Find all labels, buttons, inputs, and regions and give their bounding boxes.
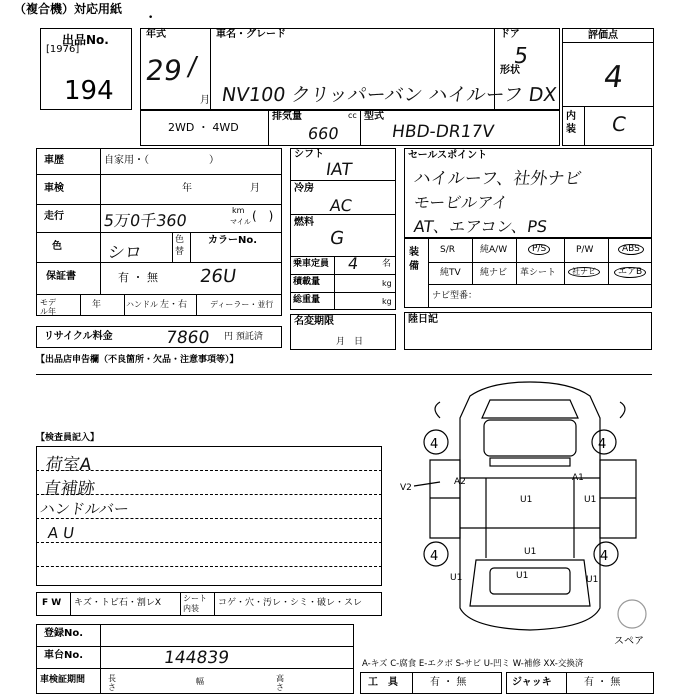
model-value: HBD-DR17V xyxy=(390,122,496,142)
width-label: 幅 xyxy=(196,677,204,686)
tools-options: 有 ・ 無 xyxy=(430,677,467,688)
equip-tv: 純TV xyxy=(440,268,461,278)
displacement-value: 660 xyxy=(306,124,340,143)
color-change: 色替 xyxy=(175,235,185,257)
damage-u1-b: U1 xyxy=(584,495,597,505)
spare-label: スペア xyxy=(614,636,644,647)
damage-u1-a: U1 xyxy=(520,495,533,505)
name-value: NV100 クリッパーバン ハイルーフ DX xyxy=(220,84,558,106)
legend-seat: シート内装 xyxy=(183,594,207,613)
history-label: 車歴 xyxy=(44,155,64,166)
model-label: 型式 xyxy=(364,111,384,122)
chassis-value: 144839 xyxy=(162,648,231,668)
color-no-label: カラーNo. xyxy=(208,235,258,246)
sales-line2: モービルアイ xyxy=(412,193,510,212)
score-value: 4 xyxy=(601,60,626,95)
navi-model-label: ナビ型番： xyxy=(432,291,478,301)
load-label: 積載量 xyxy=(293,277,321,287)
mileage-label: 走行 xyxy=(44,211,64,222)
year-label: 年式 xyxy=(146,29,166,40)
inspection-month: 月 xyxy=(250,183,260,194)
year-value: 29 xyxy=(143,54,184,87)
recycle-unit: 円 預託済 xyxy=(224,332,263,342)
model-year-label: モデル年 xyxy=(40,298,56,316)
year-slash: / xyxy=(185,52,199,82)
damage-v2: V2 xyxy=(400,483,412,493)
handle-label: ハンドル xyxy=(126,300,158,309)
inspector-line3: ハンドルバー xyxy=(38,500,131,518)
handle-options: 左・右 xyxy=(160,300,188,310)
inspection-year: 年 xyxy=(182,183,192,194)
interior-label: 内装 xyxy=(566,111,576,135)
fuel-label: 燃料 xyxy=(294,217,314,228)
shift-label: シフト xyxy=(294,149,324,160)
lot-id: [1976] xyxy=(46,44,80,55)
inspector-line1: 荷室A xyxy=(44,455,93,475)
damage-a1: A1 xyxy=(572,473,584,483)
equip-ps: P/S xyxy=(528,244,550,255)
length-label: 長さ xyxy=(108,674,116,692)
height-label: 高さ xyxy=(276,674,284,692)
code-legend: A-キズ C-腐食 E-エクボ S-サビ U-凹ミ W-補修 XX-交換済 xyxy=(362,659,584,669)
tools-label: 工 具 xyxy=(368,677,398,688)
capacity-label: 乗車定員 xyxy=(293,259,330,269)
sales-line1: ハイルーフ、社外ナビ xyxy=(412,169,583,189)
ac-value: AC xyxy=(328,196,354,215)
notes-header: 【出品店申告欄（不良箇所・欠品・注意事項等）】 xyxy=(36,355,239,365)
damage-u1-f: U1 xyxy=(516,571,529,581)
inspector-line2: 直補跡 xyxy=(42,479,97,499)
tire-mark-rr: 4 xyxy=(600,549,609,564)
rereg-label: 名変期限 xyxy=(294,316,334,327)
equip-abs: ABS xyxy=(618,244,644,255)
door-value: 5 xyxy=(512,44,530,69)
equip-aftermarket-navi: 社ナビ xyxy=(568,267,600,277)
model-year-unit: 年 xyxy=(92,300,102,310)
tire-mark-fl: 4 xyxy=(430,437,439,452)
damage-a2: A2 xyxy=(454,477,466,487)
car-diagram xyxy=(400,378,670,648)
shape-label: 形状 xyxy=(500,65,520,76)
rereg-unit: 月 日 xyxy=(336,337,364,347)
arrival-label: 陸日記 xyxy=(408,314,438,325)
damage-u1-e: U1 xyxy=(586,575,599,585)
jack-options: 有 ・ 無 xyxy=(584,677,621,688)
load-unit: kg xyxy=(382,279,392,288)
legend-items: キズ・トビ石・割レX xyxy=(74,598,161,608)
legend-fw: F W xyxy=(42,598,62,608)
form-title: （複合機）対応用紙 xyxy=(14,2,123,16)
dealer-label: ディーラー・並行 xyxy=(210,300,274,309)
capacity-unit: 名 xyxy=(382,259,392,269)
equip-navi: 純ナビ xyxy=(480,268,508,278)
damage-u1-d: U1 xyxy=(450,573,463,583)
jack-label: ジャッキ xyxy=(512,677,552,688)
reg-label: 登録No. xyxy=(44,628,84,639)
ac-label: 冷房 xyxy=(294,183,314,194)
door-label: ドア xyxy=(500,29,520,40)
tire-mark-rl: 4 xyxy=(430,549,439,564)
color-value: シロ xyxy=(106,243,144,263)
history-text: 自家用・（ ） xyxy=(104,155,219,166)
color-label: 色 xyxy=(52,241,62,252)
weight-unit: kg xyxy=(382,297,392,306)
score-label: 評価点 xyxy=(588,30,618,41)
equip-leather: 革シート xyxy=(520,268,557,278)
inspector-header: 【検査員記入】 xyxy=(36,433,100,443)
equip-airbag: エアB xyxy=(614,267,646,278)
legend-items2: コゲ・穴・汚レ・シミ・破レ・スレ xyxy=(218,598,363,608)
equip-aw: 純A/W xyxy=(480,245,508,255)
recycle-value: 7860 xyxy=(164,328,211,348)
equip-pw: P/W xyxy=(576,245,594,255)
displacement-label: 排気量 xyxy=(272,111,302,122)
arrival-box xyxy=(404,312,652,350)
equip-sr: S/R xyxy=(440,245,455,255)
mileage-km: km xyxy=(232,206,245,215)
fuel-value: G xyxy=(328,228,346,249)
chassis-label: 車台No. xyxy=(44,650,84,661)
equipment-label: 装備 xyxy=(409,247,419,272)
inspector-line4: A U xyxy=(46,524,76,542)
mark-dot: • xyxy=(148,13,154,23)
drive-options: 2WD ・ 4WD xyxy=(168,121,239,134)
mileage-mile: マイル xyxy=(230,218,251,226)
capacity-value: 4 xyxy=(346,254,360,273)
tire-mark-fr: 4 xyxy=(598,437,607,452)
lot-label: 出品No. xyxy=(62,33,109,47)
sales-line3: AT、エアコン、PS xyxy=(412,217,549,236)
warranty-label: 保証書 xyxy=(46,271,76,282)
mileage-value: 5万0千360 xyxy=(102,211,189,230)
damage-u1-c: U1 xyxy=(524,547,537,557)
interior-value: C xyxy=(610,112,628,136)
inspection-label: 車検 xyxy=(44,183,64,194)
sales-label: セールスポイント xyxy=(408,150,488,161)
shift-value: IAT xyxy=(324,160,354,180)
warranty-options: 有 ・ 無 xyxy=(118,271,158,284)
cc-unit: cc xyxy=(348,111,357,120)
recycle-label: リサイクル料金 xyxy=(44,331,113,342)
mileage-paren: ( ) xyxy=(252,209,274,223)
name-label: 車名・グレード xyxy=(216,29,286,40)
lot-number: 194 xyxy=(64,76,114,106)
weight-label: 総重量 xyxy=(293,295,321,305)
cert-label: 車検証期間 xyxy=(40,675,86,685)
color-no-value: 26U xyxy=(198,266,238,287)
month-suffix: 月 xyxy=(200,95,210,106)
